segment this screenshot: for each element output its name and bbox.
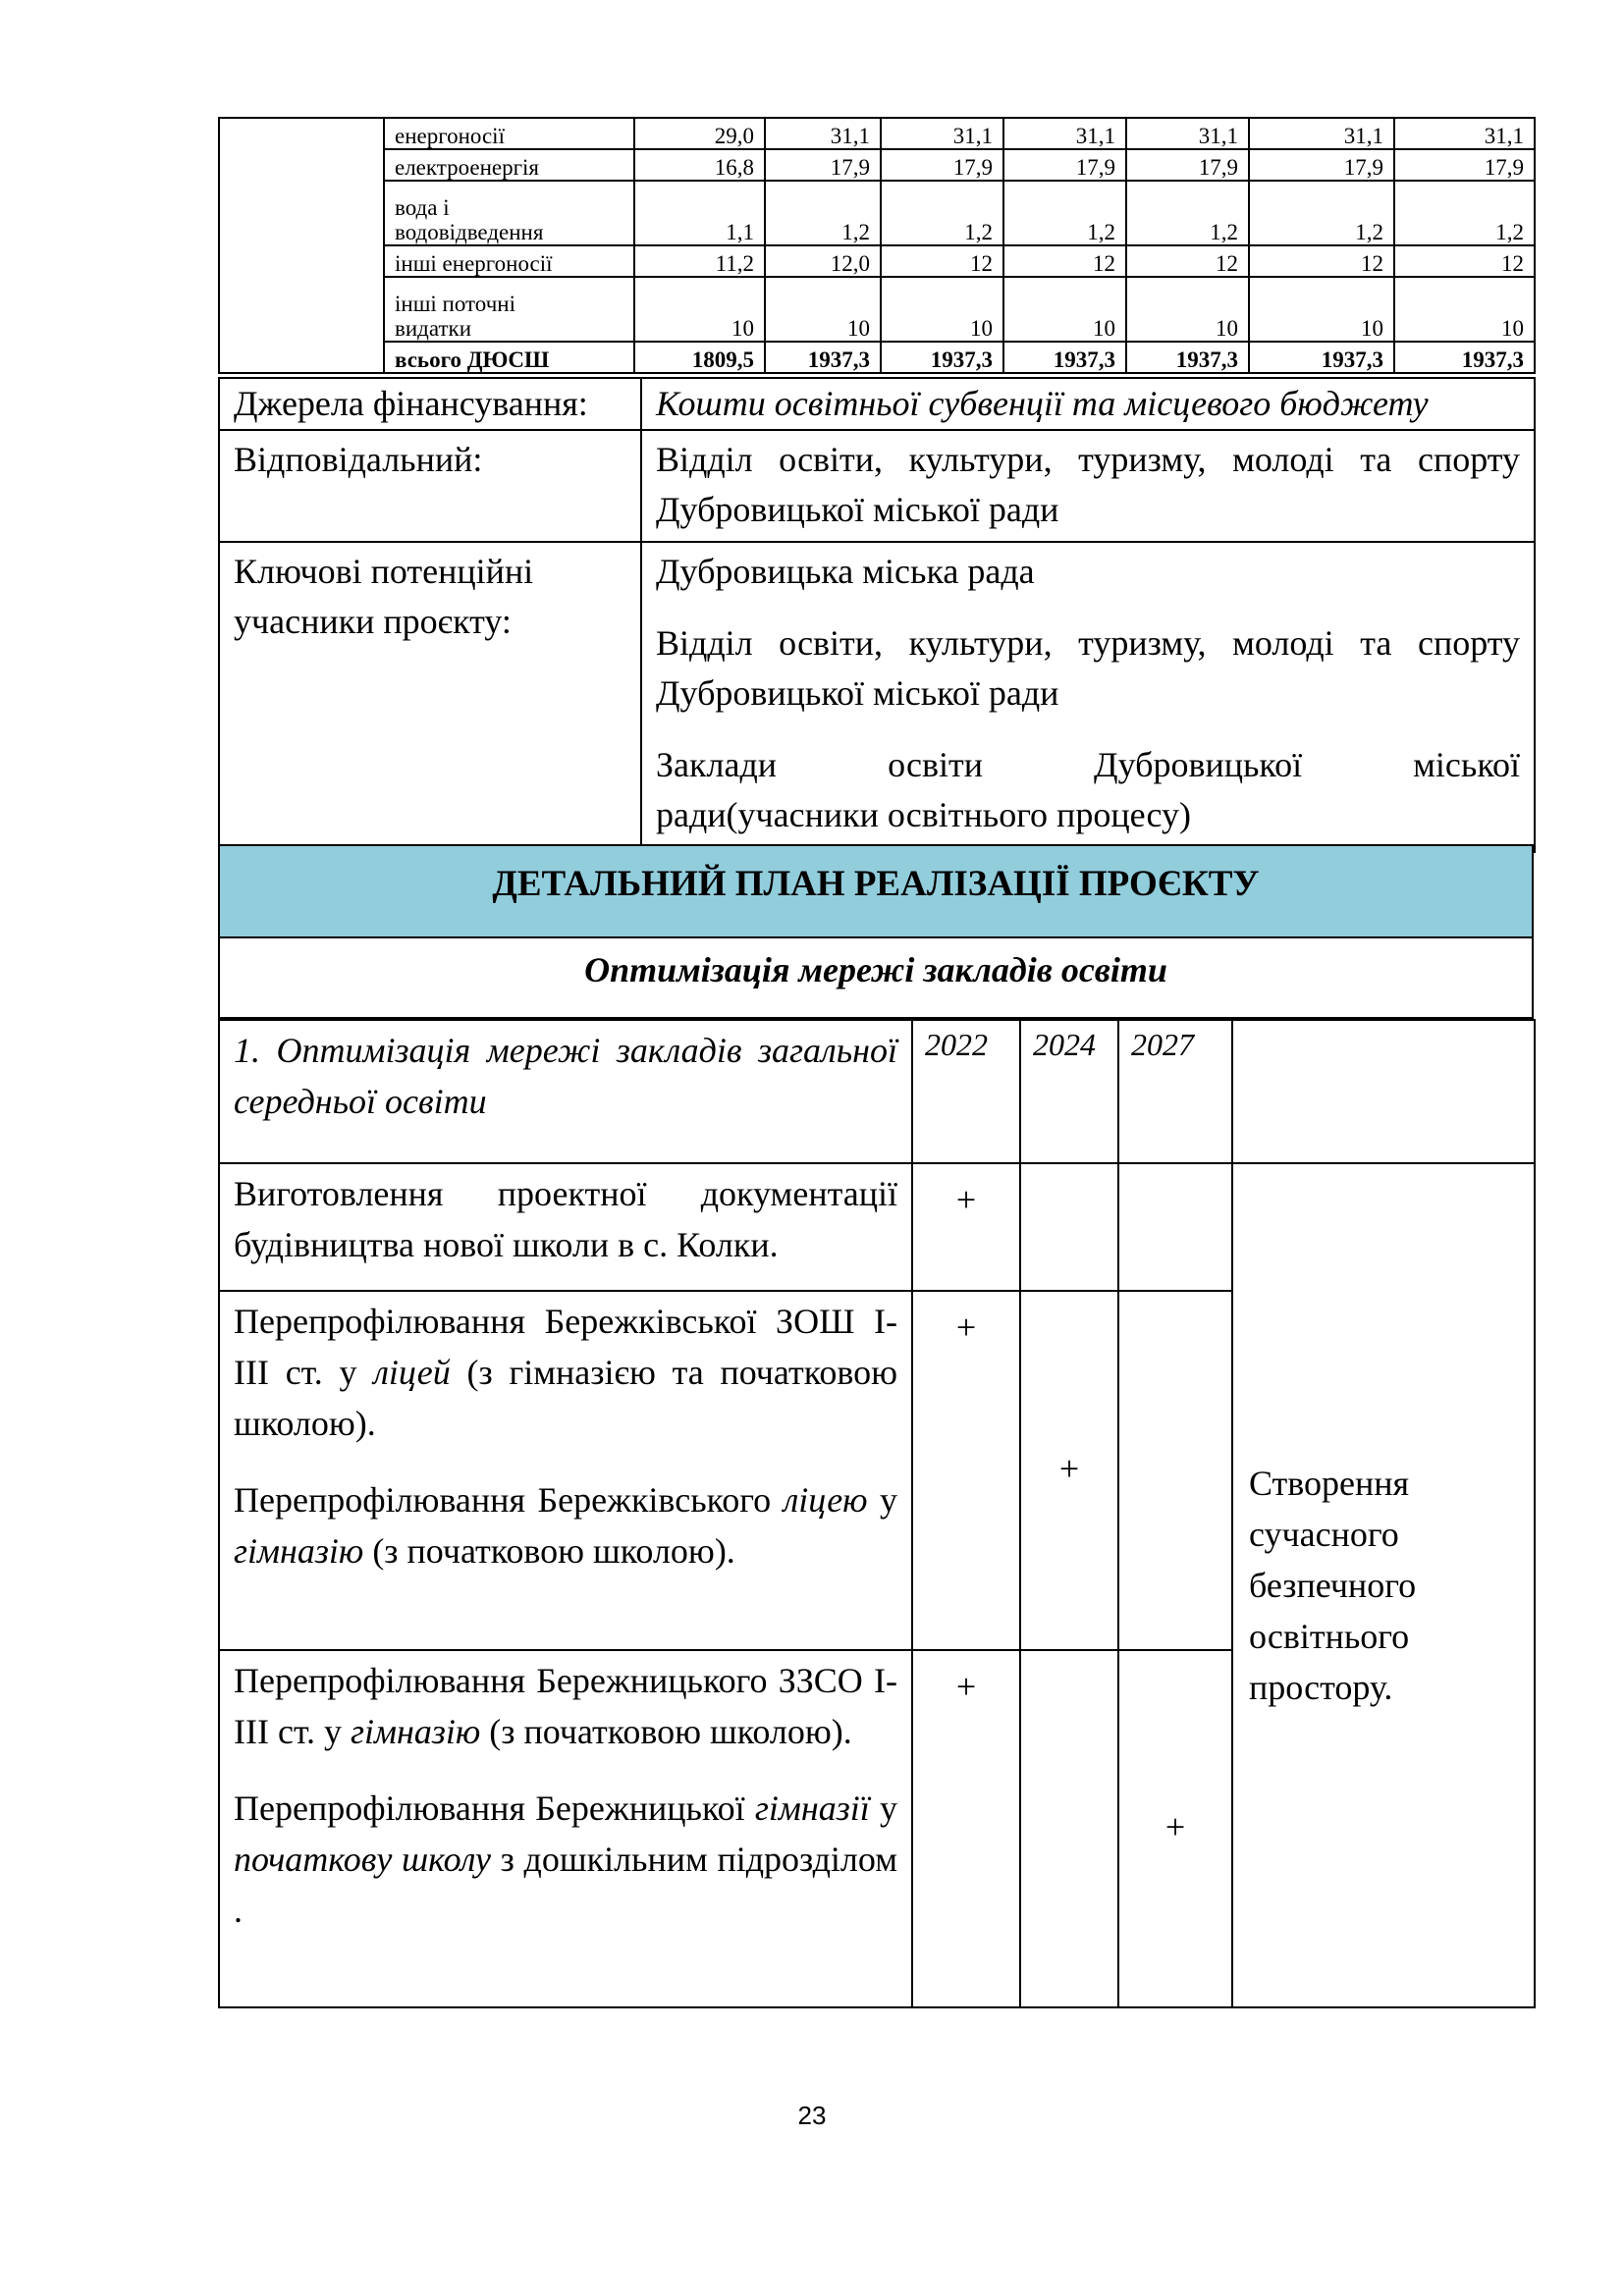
budget-value-cell: 1937,3 xyxy=(1394,342,1535,373)
budget-value-cell: 10 xyxy=(1394,277,1535,342)
page-number: 23 xyxy=(797,2101,827,2130)
section-title-text: 1. Оптимізація мережі закладів загальної середньої освіти xyxy=(234,1031,897,1121)
participant-item-line: Заклади освіти Дубровицької міської xyxy=(656,745,1520,784)
budget-row xyxy=(219,277,1535,342)
responsible-label: Відповідальний: xyxy=(219,430,641,542)
task-text: Перепрофілювання Бережницького ЗЗСО І-ІІІ ст. у гімназію (з початковою школою). xyxy=(234,1661,897,1751)
budget-value-cell: 17,9 xyxy=(1126,149,1249,181)
budget-value-cell: 12 xyxy=(1394,245,1535,277)
budget-value-cell: 31,1 xyxy=(1003,118,1126,149)
budget-value-cell: 12,0 xyxy=(765,245,881,277)
year-header: 2024 xyxy=(1020,1020,1118,1163)
budget-row xyxy=(219,118,1535,149)
budget-value-cell: 31,1 xyxy=(765,118,881,149)
result-cell: Створення сучасного безпечного освітнього простору. xyxy=(1232,1163,1535,2007)
plan-table xyxy=(218,1019,1536,2008)
section-title xyxy=(219,1020,912,1163)
budget-value-cell: 10 xyxy=(881,277,1003,342)
budget-row-label: всього ДЮСШ xyxy=(384,342,634,373)
budget-row-label xyxy=(384,181,634,245)
task-cell xyxy=(219,1650,912,2007)
budget-row xyxy=(219,149,1535,181)
budget-value-cell: 12 xyxy=(881,245,1003,277)
budget-blank-cell xyxy=(219,118,384,373)
budget-value-cell: 31,1 xyxy=(881,118,1003,149)
participant-item: Дубровицька міська рада xyxy=(656,552,1035,591)
budget-row-label: інші енергоносії xyxy=(384,245,634,277)
participant-item xyxy=(656,740,1520,840)
plan-mark-empty xyxy=(1020,1163,1118,1291)
budget-value-cell: 12 xyxy=(1249,245,1394,277)
budget-value-cell: 1,2 xyxy=(1249,181,1394,245)
budget-value-cell: 1809,5 xyxy=(634,342,765,373)
budget-value-cell: 1,2 xyxy=(1003,181,1126,245)
budget-row-label-line: вода і xyxy=(395,195,450,220)
budget-value-cell: 1,2 xyxy=(1394,181,1535,245)
budget-value-cell: 1,2 xyxy=(881,181,1003,245)
budget-value-cell: 10 xyxy=(1126,277,1249,342)
funding-value: Кошти освітньої субвенції та місцевого бюджету xyxy=(641,378,1535,430)
result-header xyxy=(1232,1020,1535,1163)
participant-item: Відділ освіти, культури, туризму, молоді та спорту Дубровицької міської ради xyxy=(656,623,1520,713)
budget-row xyxy=(219,245,1535,277)
plan-mark: + xyxy=(1020,1291,1118,1650)
budget-row xyxy=(219,342,1535,373)
budget-row-label: енергоносії xyxy=(384,118,634,149)
budget-value-cell: 10 xyxy=(634,277,765,342)
plan-subheading: Оптимізація мережі закладів освіти xyxy=(218,938,1534,1019)
budget-value-cell: 31,1 xyxy=(1249,118,1394,149)
budget-value-cell: 1,2 xyxy=(1126,181,1249,245)
year-header: 2022 xyxy=(912,1020,1020,1163)
plan-heading: ДЕТАЛЬНИЙ ПЛАН РЕАЛІЗАЦІЇ ПРОЄКТУ xyxy=(218,844,1534,938)
task-text: Перепрофілювання Бережківської ЗОШ І-ІІІ ст. у ліцей (з гімназією та початковою школою). xyxy=(234,1302,898,1443)
project-info-table xyxy=(218,377,1536,853)
task-text: Перепрофілювання Бережницької гімназії у початкову школу з дошкільним підрозділом . xyxy=(234,1789,898,1930)
budget-value-cell: 1,2 xyxy=(765,181,881,245)
plan-mark-empty xyxy=(1020,1650,1118,2007)
task-cell xyxy=(219,1291,912,1650)
budget-value-cell: 31,1 xyxy=(1126,118,1249,149)
participants-list xyxy=(641,542,1535,852)
budget-value-cell: 17,9 xyxy=(1003,149,1126,181)
budget-value-cell: 1937,3 xyxy=(1003,342,1126,373)
task-text: Виготовлення проектної документації будівництва нової школи в с. Колки. xyxy=(234,1174,897,1264)
task-cell xyxy=(219,1163,912,1291)
budget-value-cell: 31,1 xyxy=(1394,118,1535,149)
participant-item-line: ради(учасники освітнього процесу) xyxy=(656,795,1191,834)
budget-value-cell: 1937,3 xyxy=(881,342,1003,373)
plan-mark: + xyxy=(912,1291,1020,1650)
plan-mark: + xyxy=(912,1650,1020,2007)
budget-value-cell: 17,9 xyxy=(1394,149,1535,181)
budget-row-label-line: водовідведення xyxy=(395,220,544,244)
task-text: Перепрофілювання Бережківського ліцею у гімназію (з початковою школою). xyxy=(234,1480,897,1571)
budget-value-cell: 17,9 xyxy=(881,149,1003,181)
plan-mark-empty xyxy=(1118,1163,1232,1291)
budget-value-cell: 29,0 xyxy=(634,118,765,149)
budget-value-cell: 10 xyxy=(765,277,881,342)
budget-table xyxy=(218,117,1536,374)
budget-value-cell: 10 xyxy=(1003,277,1126,342)
plan-mark-empty xyxy=(1118,1291,1232,1650)
plan-mark: + xyxy=(912,1163,1020,1291)
budget-value-cell: 12 xyxy=(1003,245,1126,277)
year-header: 2027 xyxy=(1118,1020,1232,1163)
budget-value-cell: 17,9 xyxy=(765,149,881,181)
budget-value-cell: 17,9 xyxy=(1249,149,1394,181)
participants-label: Ключові потенційні учасники проєкту: xyxy=(219,542,641,852)
responsible-value: Відділ освіти, культури, туризму, молоді та спорту Дубровицької міської ради xyxy=(641,430,1535,542)
budget-value-cell: 1937,3 xyxy=(1249,342,1394,373)
budget-value-cell: 1,1 xyxy=(634,181,765,245)
budget-value-cell: 11,2 xyxy=(634,245,765,277)
budget-row xyxy=(219,181,1535,245)
budget-row-label xyxy=(384,277,634,342)
budget-row-label: електроенергія xyxy=(384,149,634,181)
budget-row-label-line: інші поточні xyxy=(395,292,515,316)
budget-value-cell: 1937,3 xyxy=(765,342,881,373)
budget-value-cell: 10 xyxy=(1249,277,1394,342)
budget-value-cell: 1937,3 xyxy=(1126,342,1249,373)
budget-row-label-line: видатки xyxy=(395,316,472,341)
funding-label: Джерела фінансування: xyxy=(219,378,641,430)
plan-mark: + xyxy=(1118,1650,1232,2007)
budget-value-cell: 12 xyxy=(1126,245,1249,277)
budget-value-cell: 16,8 xyxy=(634,149,765,181)
